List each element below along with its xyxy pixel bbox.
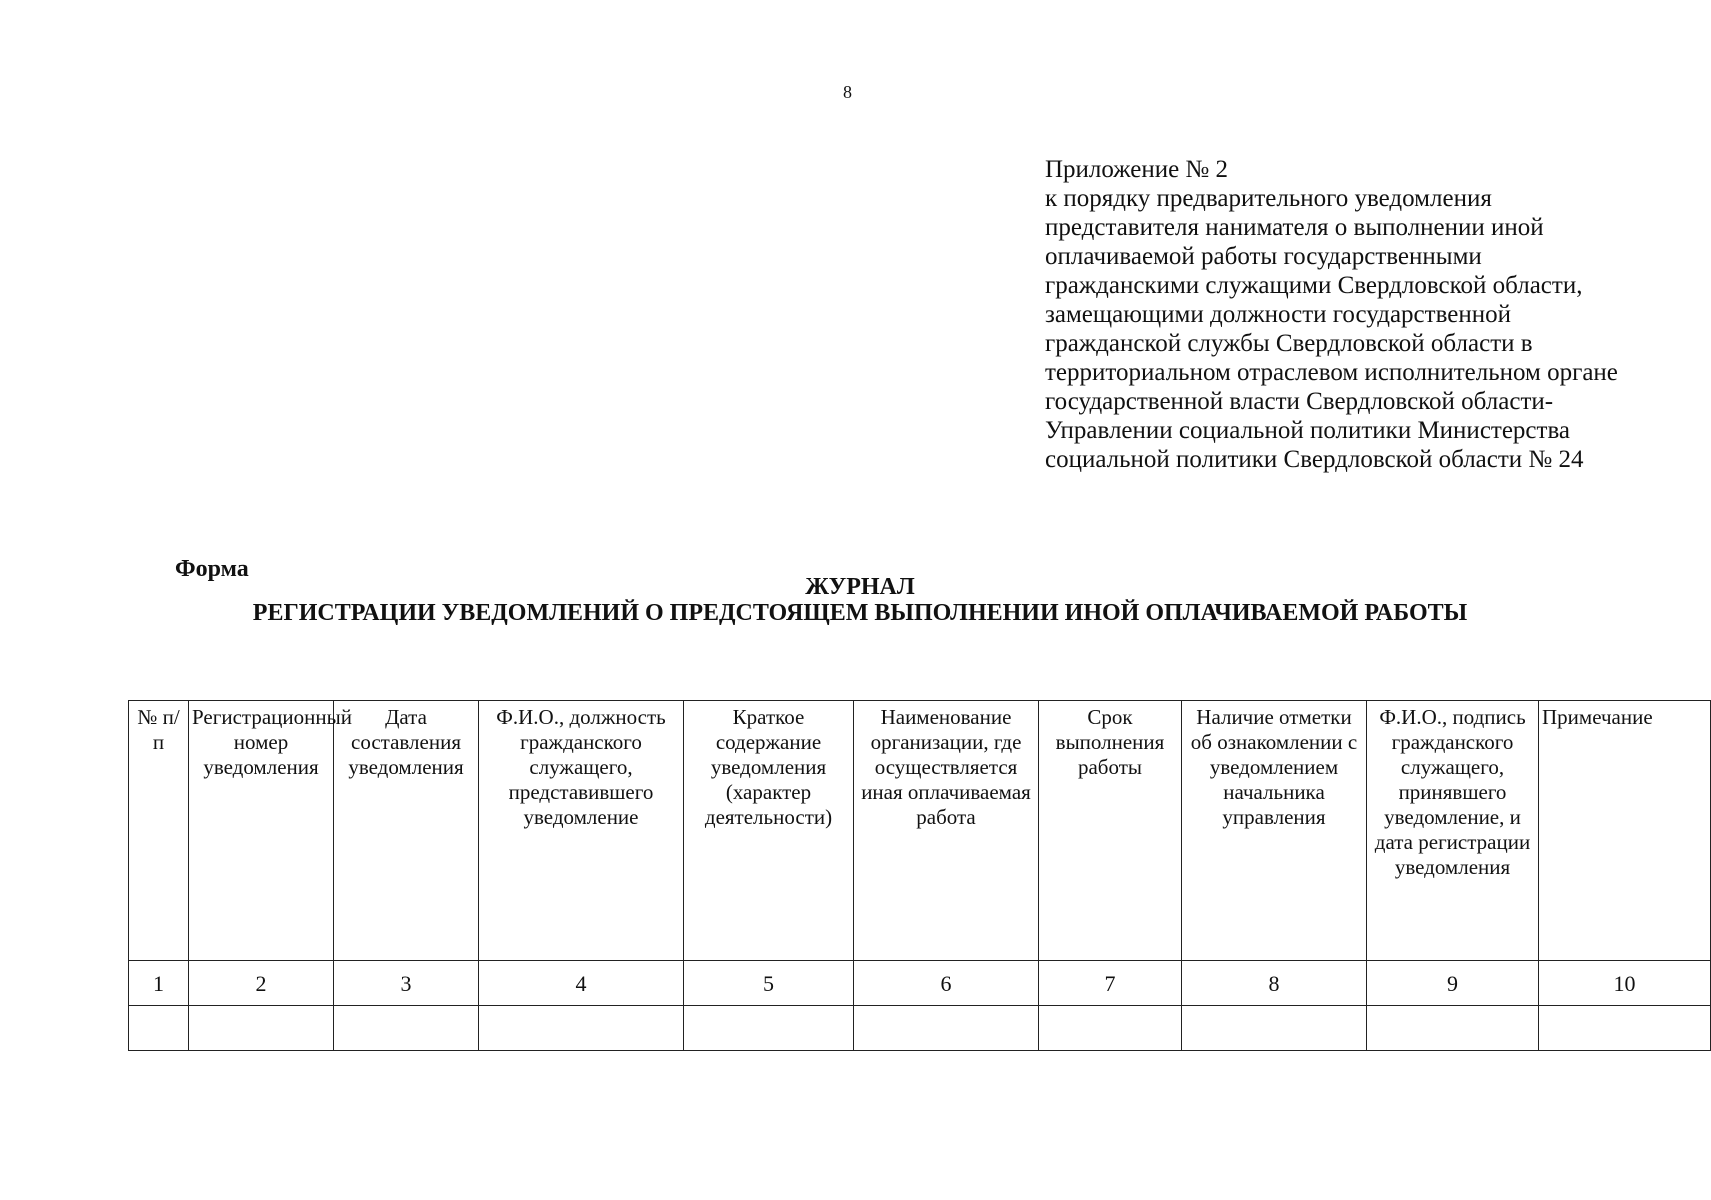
column-number-cell: 5 <box>684 961 854 1006</box>
column-number-cell: 7 <box>1039 961 1182 1006</box>
column-number-row <box>129 961 1711 1006</box>
empty-cell <box>1039 1006 1182 1051</box>
appendix-line: представителя нанимателя о выполнении иной <box>1045 214 1544 241</box>
journal-title: ЖУРНАЛ <box>805 574 915 600</box>
empty-cell <box>684 1006 854 1051</box>
appendix-line: замещающими должности государственной <box>1045 301 1511 328</box>
appendix-line: социальной политики Свердловской области № 24 <box>1045 446 1584 473</box>
column-number-cell: 6 <box>854 961 1039 1006</box>
header-cell-date: Дата составления уведомления <box>334 701 479 961</box>
appendix-line: к порядку предварительного уведомления <box>1045 185 1492 212</box>
header-cell-term: Срок выполнения работы <box>1039 701 1182 961</box>
column-number-cell: 4 <box>479 961 684 1006</box>
appendix-line: Управлении социальной политики Министерства <box>1045 417 1571 444</box>
header-row <box>129 701 1711 961</box>
header-cell-receiver: Ф.И.О., подпись гражданского служащего, принявшего уведомление, и дата регистрации уведомления <box>1367 701 1539 961</box>
header-cell-number: № п/п <box>129 701 189 961</box>
empty-cell <box>1182 1006 1367 1051</box>
column-number-cell: 1 <box>129 961 189 1006</box>
column-number-cell: 8 <box>1182 961 1367 1006</box>
empty-cell <box>854 1006 1039 1051</box>
form-label: Форма <box>175 556 249 582</box>
appendix-line: оплачиваемой работы государственными <box>1045 243 1482 270</box>
appendix-line: территориальном отраслевом исполнительном органе <box>1045 359 1618 386</box>
empty-cell <box>1367 1006 1539 1051</box>
empty-cell <box>1539 1006 1711 1051</box>
header-cell-note: Примечание <box>1539 701 1711 961</box>
empty-cell <box>479 1006 684 1051</box>
header-cell-summary: Краткое содержание уведомления (характер деятельности) <box>684 701 854 961</box>
registration-table <box>128 700 1711 1051</box>
empty-entry-row <box>129 1006 1711 1051</box>
appendix-block <box>1045 155 1675 474</box>
column-number-cell: 3 <box>334 961 479 1006</box>
header-cell-organization: Наименование организации, где осуществляется иная оплачиваемая работа <box>854 701 1039 961</box>
page-number: 8 <box>843 82 852 102</box>
header-cell-acknowledgement: Наличие отметки об ознакомлении с уведомлением начальника управления <box>1182 701 1367 961</box>
empty-cell <box>334 1006 479 1051</box>
appendix-line: государственной власти Свердловской области- <box>1045 388 1554 415</box>
appendix-line: гражданской службы Свердловской области в <box>1045 330 1533 357</box>
header-cell-employee: Ф.И.О., должность гражданского служащего, представившего уведомление <box>479 701 684 961</box>
column-number-cell: 10 <box>1539 961 1711 1006</box>
empty-cell <box>189 1006 334 1051</box>
empty-cell <box>129 1006 189 1051</box>
column-number-cell: 2 <box>189 961 334 1006</box>
column-number-cell: 9 <box>1367 961 1539 1006</box>
appendix-line: гражданскими служащими Свердловской области, <box>1045 272 1583 299</box>
journal-subtitle: РЕГИСТРАЦИИ УВЕДОМЛЕНИЙ О ПРЕДСТОЯЩЕМ ВЫПОЛНЕНИИ ИНОЙ ОПЛАЧИВАЕМОЙ РАБОТЫ <box>252 600 1468 626</box>
header-cell-reg-number: Регистрационный номер уведомления <box>189 701 334 961</box>
appendix-line: Приложение № 2 <box>1045 156 1229 183</box>
registration-table-wrap <box>128 700 1697 1051</box>
